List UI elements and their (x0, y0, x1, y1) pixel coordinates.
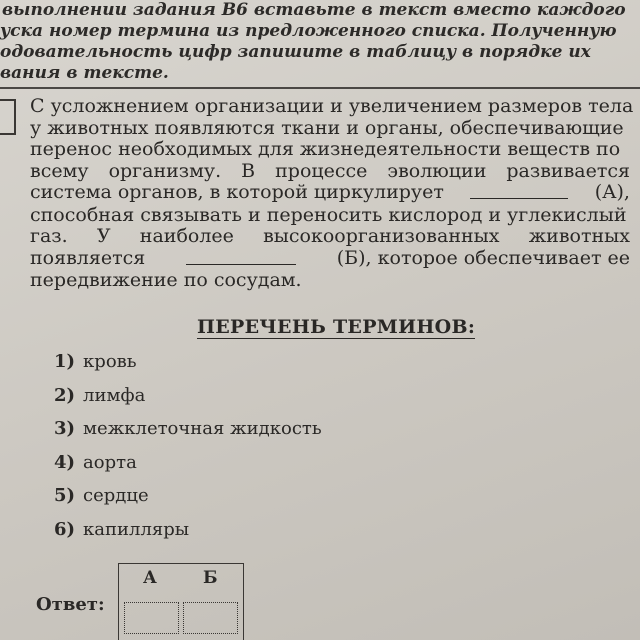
instruction-line: уска номер термина из предложенного списка. Полученную (0, 21, 617, 41)
text-line (30, 248, 630, 271)
instruction-line: одовательность цифр запишите в таблицу в порядке их (0, 42, 591, 62)
question-number-box (0, 99, 16, 135)
term-text: капилляры (83, 518, 190, 540)
instruction-line: выполнении задания В6 вставьте в текст вместо каждого (2, 0, 626, 20)
text-word: У (96, 225, 111, 247)
text-word: процессе (275, 159, 368, 182)
term-text: сердце (83, 485, 149, 506)
text-word: животных (528, 225, 630, 247)
text-line: способная связывать и переносить кислород и углекислый (30, 203, 627, 226)
text-line: С усложнением организации и увеличением размеров тела (30, 95, 634, 117)
term-text: межклеточная жидкость (83, 418, 322, 439)
terms-list (54, 350, 322, 551)
text-line: передвижение по сосудам. (30, 269, 302, 291)
term-number: 1) (54, 351, 76, 372)
text-line: перенос необходимых для жизнедеятельности веществ по (30, 138, 621, 160)
answer-cell-b[interactable] (183, 602, 238, 634)
list-item (54, 484, 322, 518)
task-text (30, 95, 634, 292)
text-word: организму. (108, 159, 222, 182)
answer-label: Ответ: (36, 594, 105, 615)
term-number: 6) (54, 518, 76, 540)
term-number: 4) (54, 451, 76, 473)
term-number: 3) (54, 418, 76, 439)
divider-line (0, 87, 640, 89)
text-fragment: (Б), которое обеспечивает ее (336, 246, 630, 269)
instruction-line: вания в тексте. (0, 63, 169, 83)
term-text: лимфа (83, 384, 146, 406)
text-word: В (241, 159, 256, 182)
blank-a[interactable] (470, 182, 568, 205)
term-number: 2) (54, 384, 76, 406)
term-text: кровь (83, 351, 137, 372)
text-fragment: (А), (594, 181, 630, 203)
blank-b[interactable] (186, 248, 296, 271)
list-item (54, 350, 322, 384)
text-word: наиболее (139, 225, 234, 247)
list-item (54, 417, 322, 451)
text-fragment: система органов, в которой циркулирует (30, 181, 444, 203)
answer-table (118, 563, 244, 640)
text-line (30, 182, 630, 205)
text-fragment: появляется (30, 246, 146, 269)
list-item (54, 518, 322, 552)
text-word: высокоорганизованных (263, 225, 500, 247)
text-word: газ. (30, 225, 68, 247)
answer-cell-a[interactable] (124, 602, 179, 634)
answer-column-b: Б (203, 568, 218, 588)
list-item (54, 451, 322, 485)
terms-heading: ПЕРЕЧЕНЬ ТЕРМИНОВ: (197, 316, 476, 338)
text-line (30, 226, 630, 248)
list-item (54, 384, 322, 418)
text-word: всему (30, 159, 89, 182)
text-word: развивается (506, 159, 630, 182)
term-number: 5) (54, 485, 76, 506)
answer-column-a: А (143, 568, 157, 588)
text-line: у животных появляются ткани и органы, обеспечивающие (30, 116, 624, 139)
task-instructions (0, 0, 640, 84)
text-line (30, 161, 630, 183)
term-text: аорта (83, 451, 137, 473)
text-word: эволюции (387, 159, 487, 182)
